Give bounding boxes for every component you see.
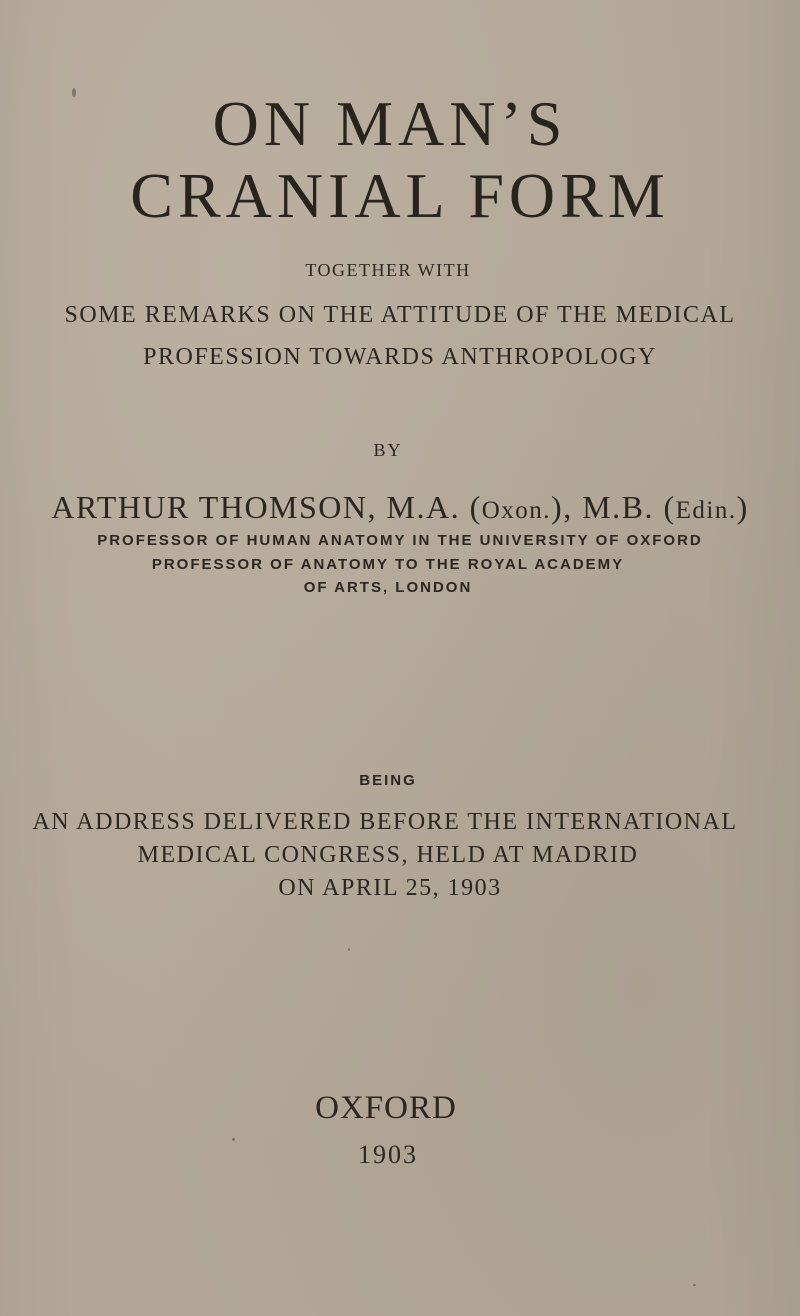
- paper-speck: [348, 948, 350, 951]
- occasion-line-2: MEDICAL CONGRESS, HELD AT MADRID: [137, 842, 639, 868]
- imprint-year: 1903: [358, 1140, 418, 1169]
- by-label: BY: [373, 440, 403, 460]
- author-position-3: OF ARTS, LONDON: [303, 579, 473, 596]
- degree-oxon: Oxon.: [481, 497, 552, 524]
- subtitle-line-2: PROFESSION TOWARDS ANTHROPOLOGY: [143, 344, 657, 370]
- imprint-place: OXFORD: [315, 1090, 457, 1126]
- degree-edin: Edin.: [675, 497, 737, 524]
- being-label: BEING: [359, 772, 417, 789]
- author-degree-separator: ), M.B. (: [551, 489, 676, 525]
- paper-speck: [232, 1138, 235, 1141]
- author-name: ARTHUR THOMSON, M.A. (: [51, 489, 482, 525]
- book-title-line-2: CRANIAL FORM: [130, 160, 670, 231]
- occasion-line-3: ON APRIL 25, 1903: [278, 875, 502, 901]
- author-position-2: PROFESSOR OF ANATOMY TO THE ROYAL ACADEMY: [151, 556, 625, 573]
- together-with-label: TOGETHER WITH: [305, 260, 471, 280]
- author-line-close: ): [736, 489, 749, 525]
- book-title-line-1: ON MAN’S: [212, 88, 568, 159]
- occasion-line-1: AN ADDRESS DELIVERED BEFORE THE INTERNATIONAL: [32, 809, 738, 835]
- paper-speck: [693, 1284, 696, 1286]
- paper-speck: [72, 88, 76, 97]
- author-line: [0, 491, 800, 523]
- subtitle-line-1: SOME REMARKS ON THE ATTITUDE OF THE MEDICAL: [64, 302, 736, 328]
- author-position-1: PROFESSOR OF HUMAN ANATOMY IN THE UNIVERSITY OF OXFORD: [97, 532, 703, 549]
